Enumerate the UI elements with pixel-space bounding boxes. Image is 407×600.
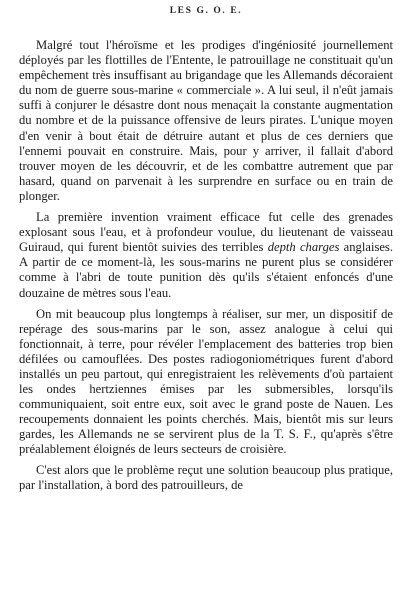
paragraph-2-emphasis: depth charges: [267, 240, 340, 255]
paragraph-1: Malgré tout l'héroïsme et les prodiges d'ingéniosité journellement déployés par les flottilles de l'Entente, le patrouillage ne constituait qu'un empêchement très insuffisant au brigandage que les Allemands décoraient du nom de guerre sous-marine « commerciale ». A lui seul, il n'eût jamais suffi à conjurer le désastre dont nous menaçait la constante augmentation du nombre et de la puissance offensive de leurs pirates. L'unique moyen d'en venir à bout était de détruire autant et plus de ces derniers que l'ennemi pouvait en construire. Mais, pour y arriver, il fallait d'abord trouver moyen de les découvrir, et de les combattre autrement que par hasard, quand on parvenait à les surprendre en surface ou en train de plonger.: [19, 38, 393, 203]
paragraph-2-text-before: La première invention vraiment efficace fut celle des grenades explosant sous l'eau, et à profondeur voulue, du lieutenant de vaisseau Guiraud, qui furent bientôt suivies des terribles: [19, 210, 393, 255]
paragraph-2: [19, 210, 393, 301]
running-head: LES G. O. E.: [169, 6, 243, 16]
paragraph-4: C'est alors que le problème reçut une solution beaucoup plus pratique, par l'installation, à bord des patrouilleurs, de: [19, 462, 393, 492]
paragraph-2-text-after: anglaises. A partir de ce moment-là, les sous-marins ne purent plus se considérer comme à l'abri de toute punition dès qu'ils s'étaient enfoncés d'une douzaine de mètres sous l'eau.: [19, 240, 393, 300]
paragraph-3: On mit beaucoup plus longtemps à réaliser, sur mer, un dispositif de repérage des sous-marins par le son, assez analogue à celui qui fonctionnait, à terre, pour révéler l'emplacement des batteries trop bien défilées ou camouflées. Des postes radiogoniométriques furent d'abord installés un peu partout, qui enregistraient les relèvements d'où partaient les ondes hertziennes émises par les submersibles, lorsqu'ils communiquaient, soit entre eux, soit avec le grand poste de Nauen. Les recoupements donnaient les points cherchés. Mais, bientôt mis sur leurs gardes, les Allemands ne se servirent plus de la T. S. F., qu'après s'être préalablement éloignés de leurs secteurs de croisière.: [19, 306, 393, 457]
